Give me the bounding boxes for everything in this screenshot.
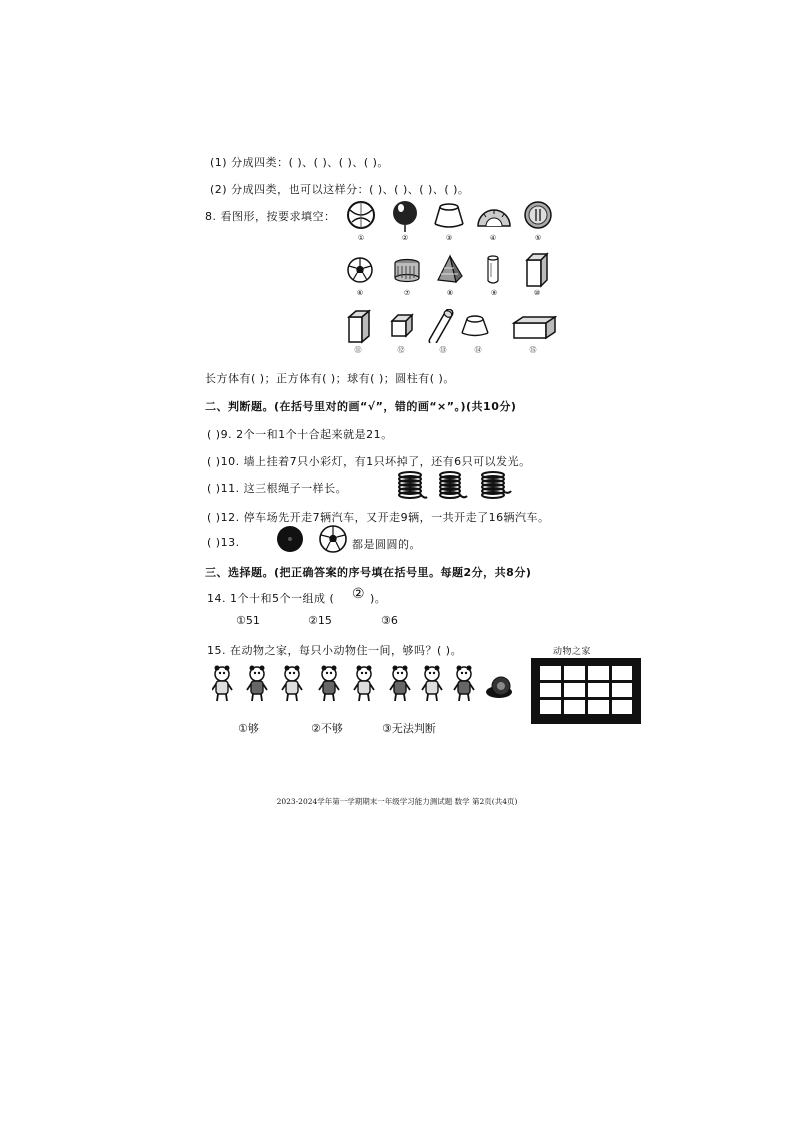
coin-icon [523, 200, 553, 230]
shape-number: ⑫ [397, 346, 405, 354]
q11: ( )11. 这三根绳子一样长。 [207, 482, 348, 495]
q15-option-b: ②不够 [311, 722, 343, 735]
q14-close: )。 [370, 592, 387, 605]
soccer-ball-icon [346, 256, 374, 284]
animal-icon [390, 666, 410, 702]
soccer-ball-icon [318, 524, 348, 554]
shape-number: ⑭ [474, 346, 482, 354]
cylinder-can-icon [392, 258, 422, 284]
animal-icon [247, 666, 267, 702]
shape-number: ⑥ [356, 289, 364, 297]
section2-title: 二、判断题。(在括号里对的画“√”，错的画“×”。)(共10分) [205, 400, 517, 413]
house-label: 动物之家 [553, 647, 592, 657]
q7-part2: (2) 分成四类，也可以这样分：( )、( )、( )、( )。 [210, 183, 470, 196]
shape-number: ⑨ [490, 289, 498, 297]
animals-row [212, 664, 522, 704]
q14-prompt: 14. 1个十和5个一组成 ( [207, 592, 335, 605]
cube-icon [389, 313, 415, 339]
shape-number: ⑤ [534, 234, 542, 242]
shape-number: ③ [445, 234, 453, 242]
animal-house-icon [530, 657, 642, 725]
q14-option-b: ②15 [308, 614, 332, 627]
animal-icon [454, 666, 474, 702]
shape-number: ⑮ [529, 346, 537, 354]
q15-option-c: ③无法判断 [382, 722, 436, 735]
rope-coil-icon [478, 470, 512, 502]
rope-coil-icon [396, 470, 428, 502]
snail-icon [486, 677, 512, 698]
rope-coil-icon [436, 470, 468, 502]
tall-cylinder-icon [485, 254, 501, 286]
q9: ( )9. 2个一和1个十合起来就是21。 [207, 428, 393, 441]
shape-number: ① [357, 234, 365, 242]
frustum-small-icon [460, 314, 490, 338]
q14-handwritten-answer: ② [352, 586, 366, 602]
page-footer: 2023-2024学年第一学期期末一年级学习能力测试题 数学 第2页(共4页) [276, 797, 518, 806]
animal-icon [212, 666, 232, 702]
flat-box-icon [511, 314, 557, 340]
q14-option-c: ③6 [381, 614, 398, 627]
pyramid-icon [436, 254, 464, 284]
upright-box-icon [346, 308, 372, 344]
q14-answer-mark [352, 586, 365, 602]
tilted-cylinder-icon [427, 309, 455, 343]
q8-prompt: 8. 看图形，按要求填空： [205, 210, 336, 223]
q15-prompt: 15. 在动物之家，每只小动物住一间，够吗？( )。 [207, 644, 463, 657]
animal-icon [354, 666, 374, 702]
balloon-icon [391, 199, 419, 233]
q10: ( )10. 墙上挂着7只小彩灯，有1只坏掉了，还有6只可以发光。 [207, 455, 531, 468]
q7-part1: (1) 分成四类：( )、( )、( )、( )。 [210, 156, 389, 169]
shape-number: ⑦ [403, 289, 411, 297]
q13-suffix: 都是圆圆的。 [352, 538, 421, 551]
section3-title: 三、选择题。(把正确答案的序号填在括号里。每题2分，共8分) [205, 566, 532, 579]
frustum-icon [433, 202, 465, 230]
q14-option-a: ①51 [236, 614, 260, 627]
shape-number: ⑧ [446, 289, 454, 297]
q13: ( )13. [207, 536, 240, 549]
shape-number: ② [401, 234, 409, 242]
tall-box-icon [524, 252, 550, 288]
ball-icon [346, 200, 376, 230]
animal-icon [282, 666, 302, 702]
shape-number: ⑬ [439, 346, 447, 354]
q8-answer-line: 长方体有( )；正方体有( )；球有( )；圆柱有( )。 [205, 372, 455, 385]
shape-number: ⑩ [533, 289, 541, 297]
q12: ( )12. 停车场先开走7辆汽车，又开走9辆，一共开走了16辆汽车。 [207, 511, 550, 524]
dark-disc-icon [275, 524, 305, 554]
animal-icon [422, 666, 442, 702]
animal-icon [319, 666, 339, 702]
protractor-icon [476, 204, 512, 228]
shape-number: ⑪ [354, 346, 362, 354]
q15-option-a: ①够 [238, 722, 259, 735]
shape-number: ④ [489, 234, 497, 242]
